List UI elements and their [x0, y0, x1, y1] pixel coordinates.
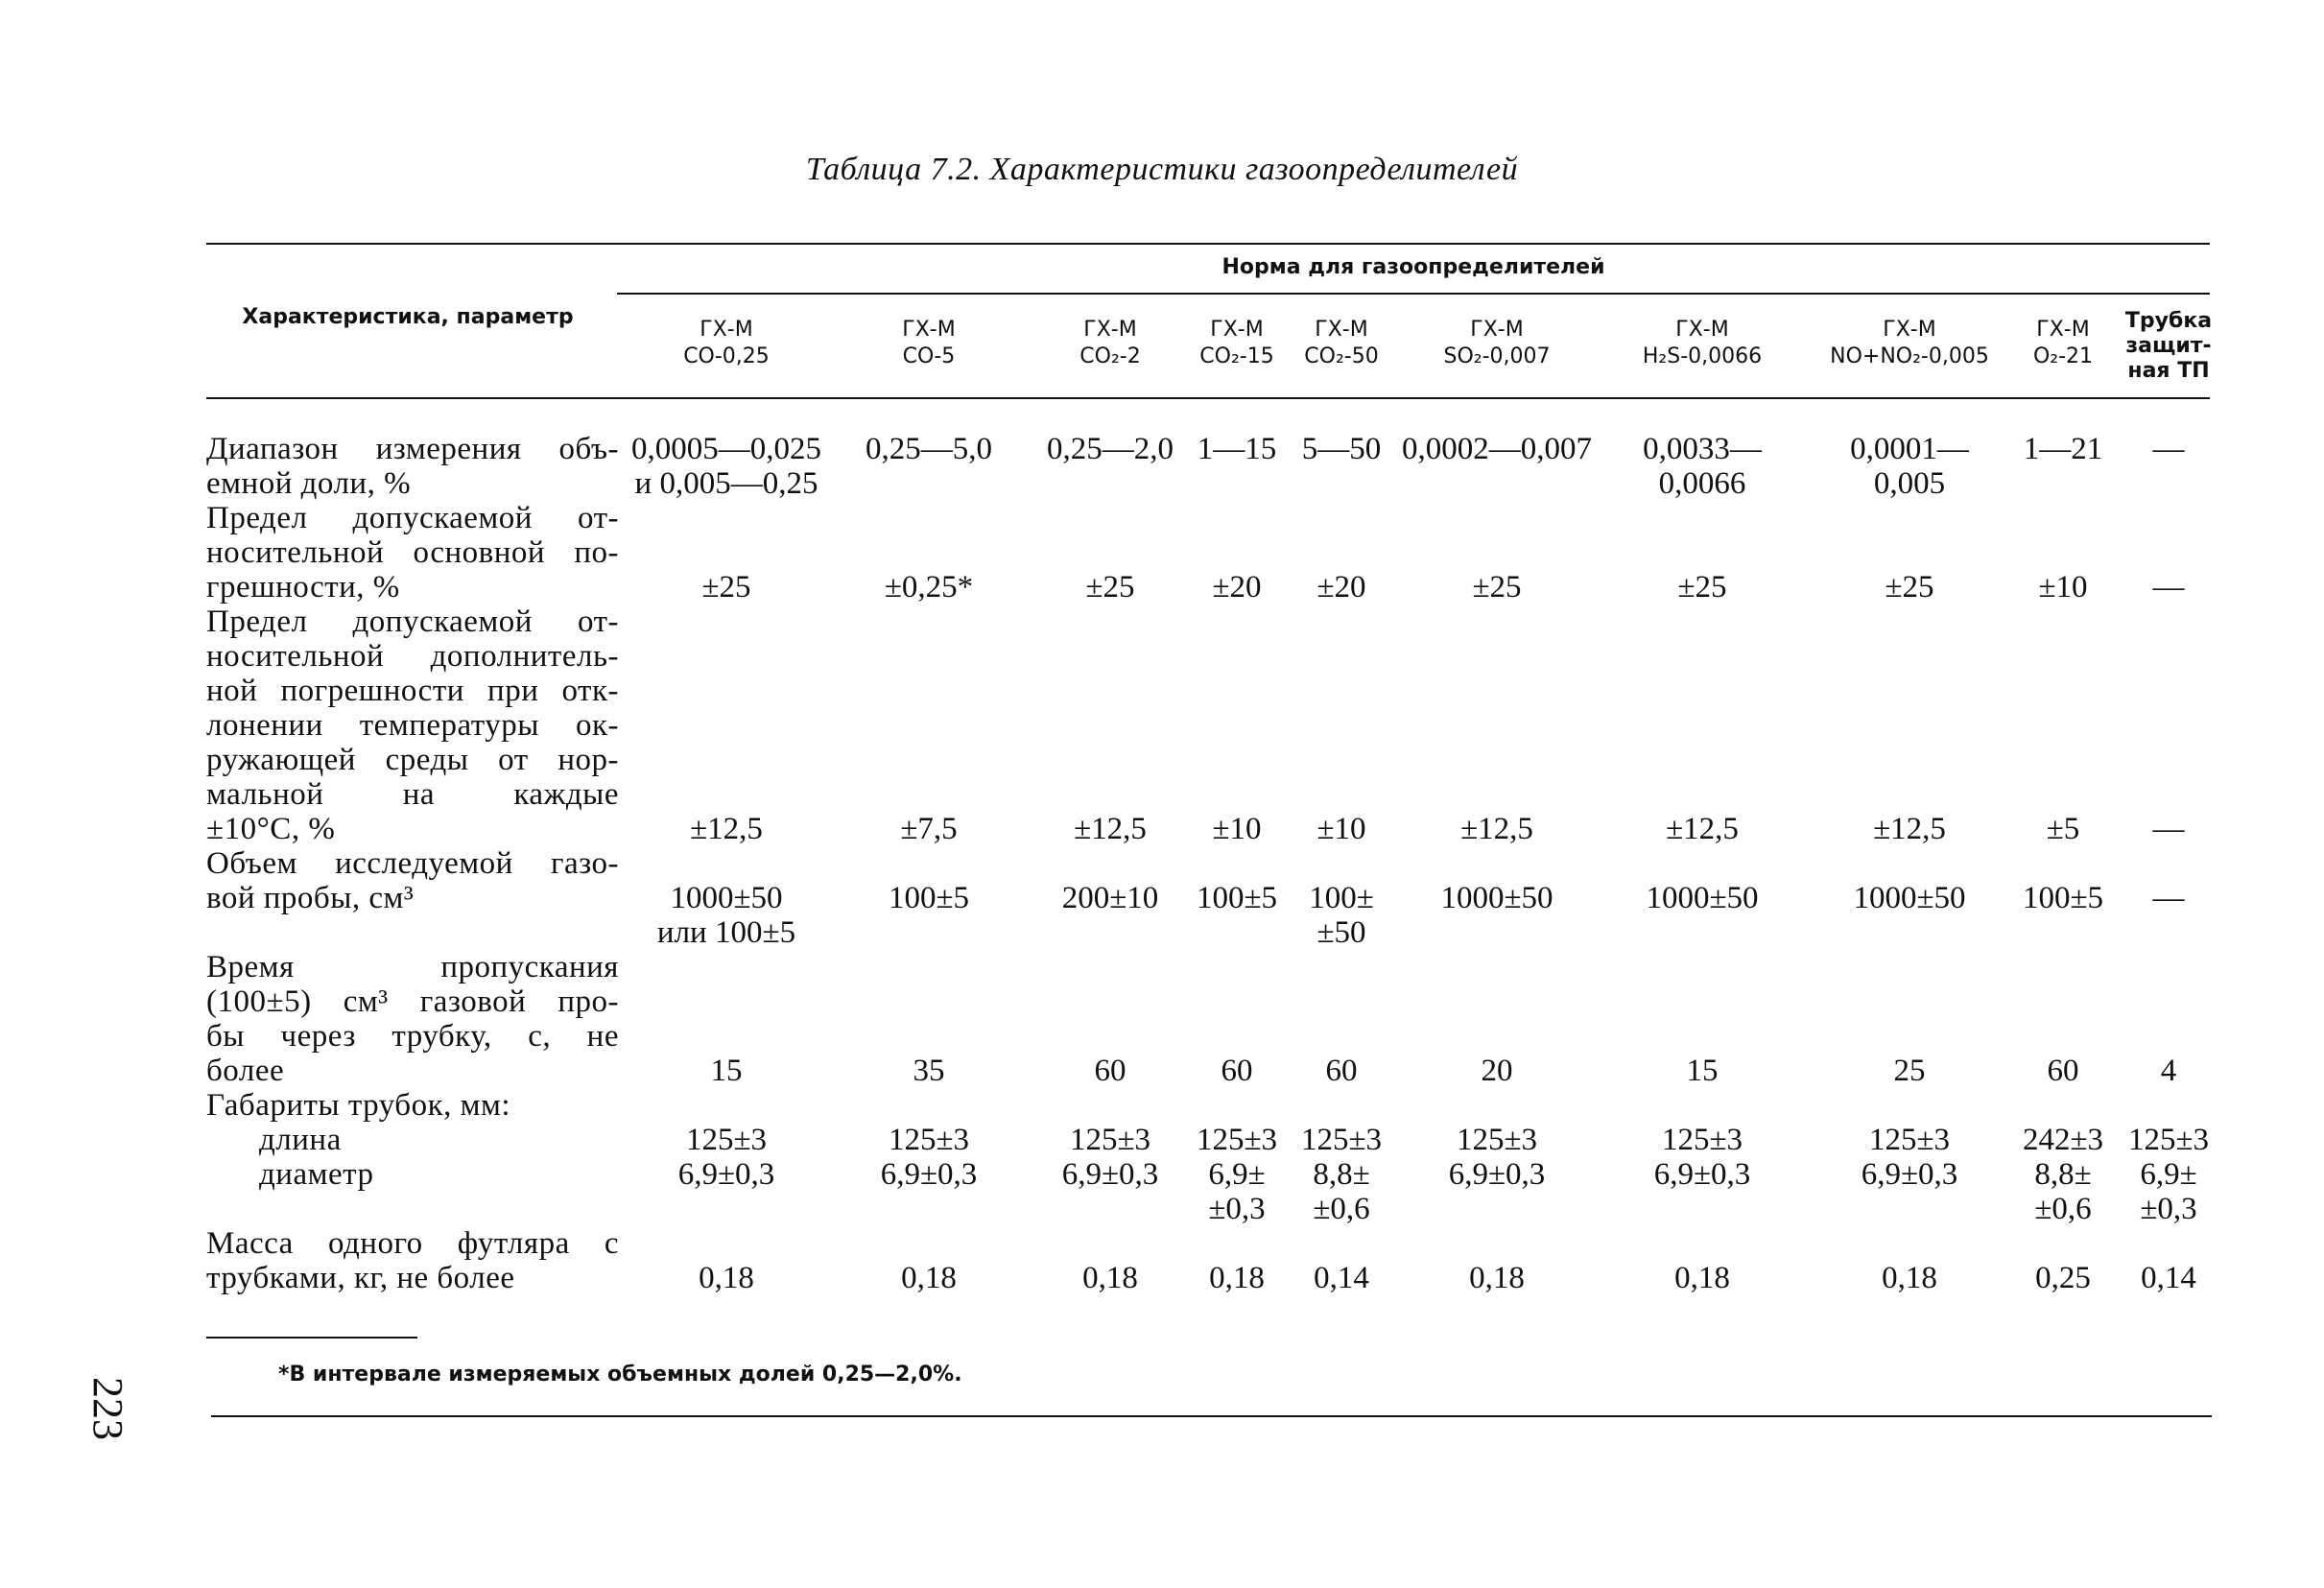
table-cell: ±10 [1212, 812, 1262, 846]
table-cell: 125±3 [1456, 1123, 1538, 1157]
table-cell: 1000±50 [1853, 881, 1966, 915]
column-header-no-no2: ГХ-М NO+NO₂-0,005 [1830, 318, 1989, 368]
table-cell: — [2152, 881, 2185, 915]
table-cell: 8,8± ±0,6 [2034, 1157, 2092, 1226]
group-header-rule [617, 293, 2210, 295]
table-cell: ±12,5 [1873, 812, 1946, 846]
table-cell: 125±3 [888, 1123, 970, 1157]
page-number: 223 [84, 1377, 131, 1440]
table-cell: ±12,5 [1460, 812, 1533, 846]
table-cell: 60 [1325, 1054, 1358, 1088]
table-cell: ±20 [1212, 570, 1262, 604]
table-cell: 0,0005—0,025 и 0,005—0,25 [631, 432, 821, 501]
column-header-co-5: ГХ-М СО-5 [902, 318, 956, 368]
header-bottom-rule [206, 397, 2210, 399]
table-cell: 35 [913, 1054, 945, 1088]
column-header-protective-tube: Трубка защит- ная ТП [2124, 309, 2213, 383]
table-cell: 5—50 [1301, 432, 1382, 466]
table-cell: ±25 [1472, 570, 1522, 604]
table-cell: 60 [2047, 1054, 2079, 1088]
table-cell: 1000±50 [1440, 881, 1553, 915]
table-cell: ±12,5 [690, 812, 763, 846]
table-cell: 0,14 [1314, 1261, 1369, 1295]
row-label-case-mass: Масса одного футляра с трубками, кг, не более [206, 1226, 619, 1295]
table-cell: 0,14 [2141, 1261, 2196, 1295]
table-cell: ±25 [1885, 570, 1934, 604]
param-column-header: Характеристика, параметр [242, 305, 574, 329]
table-cell: 125±3 [2127, 1123, 2210, 1157]
column-header-co2-50: ГХ-М СО₂-50 [1304, 318, 1379, 368]
table-cell: 0,18 [901, 1261, 957, 1295]
table-cell: 125±3 [1069, 1123, 1151, 1157]
table-cell: 125±3 [1196, 1123, 1278, 1157]
table-cell: 125±3 [685, 1123, 768, 1157]
table-cell: 6,9±0,3 [677, 1157, 775, 1192]
table-cell: ±12,5 [1666, 812, 1739, 846]
column-header-co2-2: ГХ-М СО₂-2 [1079, 318, 1141, 368]
table-cell: 8,8± ±0,6 [1313, 1157, 1370, 1226]
table-cell: — [2152, 432, 2185, 466]
table-cell: 1000±50 или 100±5 [656, 881, 796, 950]
column-header-o2-21: ГХ-М O₂-21 [2032, 318, 2094, 368]
row-label-tube-dimensions: Габариты трубок, мм: длина диаметр [206, 1088, 511, 1192]
column-header-co-0-25: ГХ-М СО-0,25 [683, 318, 770, 368]
table-cell: 0,18 [1082, 1261, 1138, 1295]
table-cell: — [2152, 570, 2185, 604]
table-cell: 1—21 [2023, 432, 2103, 466]
table-cell: 242±3 [2022, 1123, 2104, 1157]
table-cell: 0,0002—0,007 [1402, 432, 1592, 466]
table-cell: ±7,5 [900, 812, 958, 846]
table-cell: 0,18 [1674, 1261, 1730, 1295]
table-cell: 125±3 [1661, 1123, 1743, 1157]
table-cell: 1000±50 [1646, 881, 1759, 915]
table-cell: ±25 [1085, 570, 1135, 604]
column-header-co2-15: ГХ-М СО₂-15 [1199, 318, 1274, 368]
table-cell: — [2152, 812, 2185, 846]
table-cell: 0,25 [2035, 1261, 2091, 1295]
table-cell: 100±5 [1196, 881, 1278, 915]
table-cell: 6,9± ±0,3 [1208, 1157, 1266, 1226]
table-top-rule [206, 243, 2210, 245]
table-cell: 6,9±0,3 [1448, 1157, 1546, 1192]
table-cell: 0,18 [1882, 1261, 1937, 1295]
table-cell: 6,9±0,3 [1653, 1157, 1751, 1192]
table-cell: 0,18 [1469, 1261, 1525, 1295]
row-label-pass-time: Время пропускания (100±5) см³ газовой про- бы через трубку, с, не более [206, 950, 619, 1088]
footnote-rule [206, 1337, 417, 1339]
row-label-basic-error: Предел допускаемой от- носительной основной по- грешности, % [206, 501, 619, 604]
table-cell: 15 [1686, 1054, 1719, 1088]
table-cell: ±5 [2046, 812, 2080, 846]
table-cell: 0,25—2,0 [1047, 432, 1174, 466]
table-cell: 0,0001— 0,005 [1850, 432, 1969, 501]
table-cell: 25 [1893, 1054, 1926, 1088]
row-label-additional-error: Предел допускаемой от- носительной дополнитель- ной погрешности при отк- лонении температуры ок- ружающей среды от нор- мальной на каждые ±10°С, % [206, 604, 619, 846]
table-cell: 125±3 [1868, 1123, 1951, 1157]
table-cell: 6,9±0,3 [1861, 1157, 1958, 1192]
table-cell: 4 [2160, 1054, 2177, 1088]
table-cell: 0,0033— 0,0066 [1643, 432, 1762, 501]
table-cell: ±12,5 [1074, 812, 1147, 846]
table-cell: 0,18 [1209, 1261, 1265, 1295]
table-cell: 6,9± ±0,3 [2140, 1157, 2197, 1226]
table-cell: 100± ±50 [1309, 881, 1374, 950]
group-header: Норма для газоопределителей [1221, 255, 1605, 279]
footnote: *В интервале измеряемых объемных долей 0,25—2,0%. [278, 1363, 962, 1387]
column-header-so2: ГХ-М SO₂-0,007 [1443, 318, 1551, 368]
table-cell: ±10 [1316, 812, 1366, 846]
table-cell: ±10 [2038, 570, 2088, 604]
table-cell: 60 [1094, 1054, 1126, 1088]
table-cell: ±0,25* [884, 570, 974, 604]
table-cell: 60 [1221, 1054, 1253, 1088]
row-label-range: Диапазон измерения объ- емной доли, % [206, 432, 619, 501]
table-cell: 6,9±0,3 [880, 1157, 978, 1192]
table-cell: 15 [710, 1054, 743, 1088]
table-cell: ±25 [1677, 570, 1727, 604]
table-cell: 20 [1481, 1054, 1513, 1088]
table-cell: 200±10 [1061, 881, 1159, 915]
page-bottom-rule [211, 1415, 2212, 1417]
table-cell: 0,25—5,0 [866, 432, 992, 466]
table-cell: ±25 [701, 570, 751, 604]
column-header-h2s: ГХ-М H₂S-0,0066 [1642, 318, 1763, 368]
table-cell: 6,9±0,3 [1061, 1157, 1159, 1192]
row-label-sample-volume: Объем исследуемой газо- вой пробы, см³ [206, 846, 619, 915]
table-cell: ±20 [1316, 570, 1366, 604]
table-cell: 1—15 [1197, 432, 1277, 466]
table-cell: 100±5 [2022, 881, 2104, 915]
table-cell: 125±3 [1300, 1123, 1383, 1157]
table-cell: 100±5 [888, 881, 970, 915]
table-title: Таблица 7.2. Характеристики газоопределителей [805, 152, 1519, 187]
table-cell: 0,18 [699, 1261, 754, 1295]
